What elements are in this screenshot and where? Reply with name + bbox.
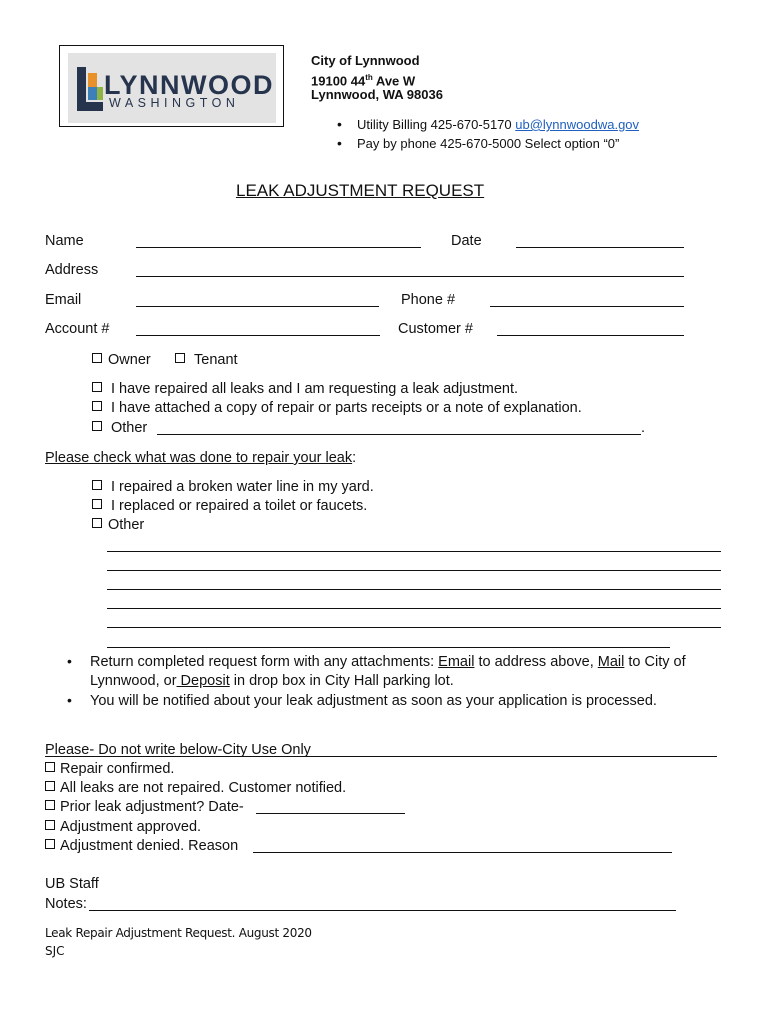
denied-reason-field[interactable]	[253, 852, 672, 853]
logo-mark-icon	[77, 67, 105, 111]
phone-field[interactable]	[490, 306, 684, 307]
address-line-3: Lynnwood, WA 98036	[311, 87, 443, 102]
request-checkbox[interactable]	[92, 421, 102, 431]
bullet-dot: •	[337, 135, 342, 151]
account-field[interactable]	[136, 335, 380, 336]
repair-notes-line[interactable]	[107, 608, 721, 609]
repair-label: Other	[108, 517, 145, 533]
request-checkbox[interactable]	[92, 401, 102, 411]
logo-subtitle: WASHINGTON	[109, 96, 240, 110]
request-other-field[interactable]	[157, 434, 641, 435]
request-label: I have repaired all leaks and I am requesting a leak adjustment.	[111, 381, 519, 397]
name-field[interactable]	[136, 247, 421, 248]
tenant-option[interactable]	[175, 351, 238, 369]
city-use-heading: Please- Do not write below-City Use Only	[45, 742, 311, 758]
repair-label: I replaced or repaired a toilet or faucets.	[111, 498, 368, 514]
request-checkbox[interactable]	[92, 382, 102, 392]
tenant-label: Tenant	[194, 352, 238, 368]
logo-wordmark: LYNNWOOD	[104, 70, 275, 100]
city-use-checkbox[interactable]	[45, 781, 55, 791]
repair-option-water-line[interactable]	[92, 478, 374, 496]
city-use-item[interactable]	[45, 760, 174, 778]
footer-title: Leak Repair Adjustment Request. August 2020	[45, 926, 312, 940]
city-use-label: Adjustment approved.	[60, 819, 202, 835]
request-option-other[interactable]	[92, 419, 147, 437]
customer-field[interactable]	[497, 335, 684, 336]
city-use-heading-rule	[45, 756, 717, 757]
owner-label: Owner	[108, 352, 151, 368]
repair-notes-line[interactable]	[107, 570, 721, 571]
repair-notes-line[interactable]	[107, 627, 721, 628]
street-name: Ave W	[372, 73, 416, 89]
owner-option[interactable]	[92, 351, 151, 369]
address-field[interactable]	[136, 276, 684, 277]
city-use-label: Prior leak adjustment? Date-	[60, 799, 244, 815]
tenant-checkbox[interactable]	[175, 353, 185, 363]
city-use-checkbox[interactable]	[45, 839, 55, 849]
repair-checkbox[interactable]	[92, 518, 102, 528]
instruction-text: to address above,	[474, 654, 598, 670]
city-use-checkbox[interactable]	[45, 762, 55, 772]
repair-label: I repaired a broken water line in my yard.	[111, 479, 374, 495]
request-option-attached[interactable]	[92, 399, 582, 417]
notes-label: Notes:	[45, 896, 87, 912]
city-use-label: Repair confirmed.	[60, 761, 175, 777]
email-field[interactable]	[136, 306, 379, 307]
bullet-dot: •	[67, 653, 72, 669]
instruction-email: Email	[438, 654, 475, 670]
city-use-item[interactable]	[45, 818, 201, 836]
date-field[interactable]	[516, 247, 684, 248]
request-label: I have attached a copy of repair or parts receipts or a note of explanation.	[111, 400, 582, 416]
account-label: Account #	[45, 321, 110, 337]
repair-notes-line[interactable]	[107, 551, 721, 552]
date-label: Date	[451, 233, 482, 249]
address-label: Address	[45, 262, 99, 278]
request-label: Other	[111, 420, 148, 436]
owner-checkbox[interactable]	[92, 353, 102, 363]
repair-checkbox[interactable]	[92, 480, 102, 490]
repair-option-other[interactable]	[92, 516, 144, 534]
repair-option-toilet[interactable]	[92, 497, 367, 515]
customer-label: Customer #	[398, 321, 473, 337]
notes-field[interactable]	[89, 910, 676, 911]
city-use-label: Adjustment denied. Reason	[60, 838, 239, 854]
instruction-text: Lynnwood, or	[90, 673, 177, 689]
city-use-item[interactable]	[45, 798, 244, 816]
instruction-mail: Mail	[597, 654, 625, 670]
city-use-checkbox[interactable]	[45, 820, 55, 830]
phone-label: Phone #	[401, 292, 456, 308]
repair-heading-colon: :	[352, 450, 357, 466]
repair-notes-line[interactable]	[107, 647, 670, 648]
city-use-label: All leaks are not repaired. Customer notified.	[60, 780, 347, 796]
city-use-item[interactable]	[45, 837, 238, 855]
city-use-checkbox[interactable]	[45, 800, 55, 810]
instruction-notified: You will be notified about your leak adjustment as soon as your application is processed.	[90, 693, 657, 709]
footer-initials: SJC	[45, 944, 65, 958]
bullet-dot: •	[67, 692, 72, 708]
repair-checkbox[interactable]	[92, 499, 102, 509]
pay-by-phone: Pay by phone 425-670-5000 Select option “0”	[357, 136, 620, 151]
repair-notes-line[interactable]	[107, 589, 721, 590]
address-line-1: City of Lynnwood	[311, 53, 420, 68]
staff-label: UB Staff	[45, 876, 99, 892]
prior-adjustment-date-field[interactable]	[256, 813, 405, 814]
request-option-repaired[interactable]	[92, 380, 518, 398]
instruction-text: in drop box in City Hall parking lot.	[229, 673, 454, 689]
page-title: LEAK ADJUSTMENT REQUEST	[236, 181, 485, 200]
instruction-deposit: Deposit	[176, 673, 230, 689]
city-use-item[interactable]	[45, 779, 346, 797]
name-label: Name	[45, 233, 84, 249]
street-number: 19100 44	[311, 73, 366, 89]
street-suffix: th	[365, 73, 373, 82]
instruction-text: to City of	[624, 654, 686, 670]
instruction-return	[90, 653, 730, 690]
email-label: Email	[45, 292, 82, 308]
repair-heading-text: Please check what was done to repair your leak	[45, 450, 353, 466]
other-period: .	[641, 420, 646, 436]
billing-contact	[357, 116, 639, 133]
repair-heading	[45, 449, 356, 467]
billing-email-link[interactable]: ub@lynnwoodwa.gov	[515, 117, 640, 132]
bullet-dot: •	[337, 116, 342, 132]
instruction-text: Return completed request form with any attachments:	[90, 654, 439, 670]
billing-phone: Utility Billing 425-670-5170	[357, 117, 516, 132]
